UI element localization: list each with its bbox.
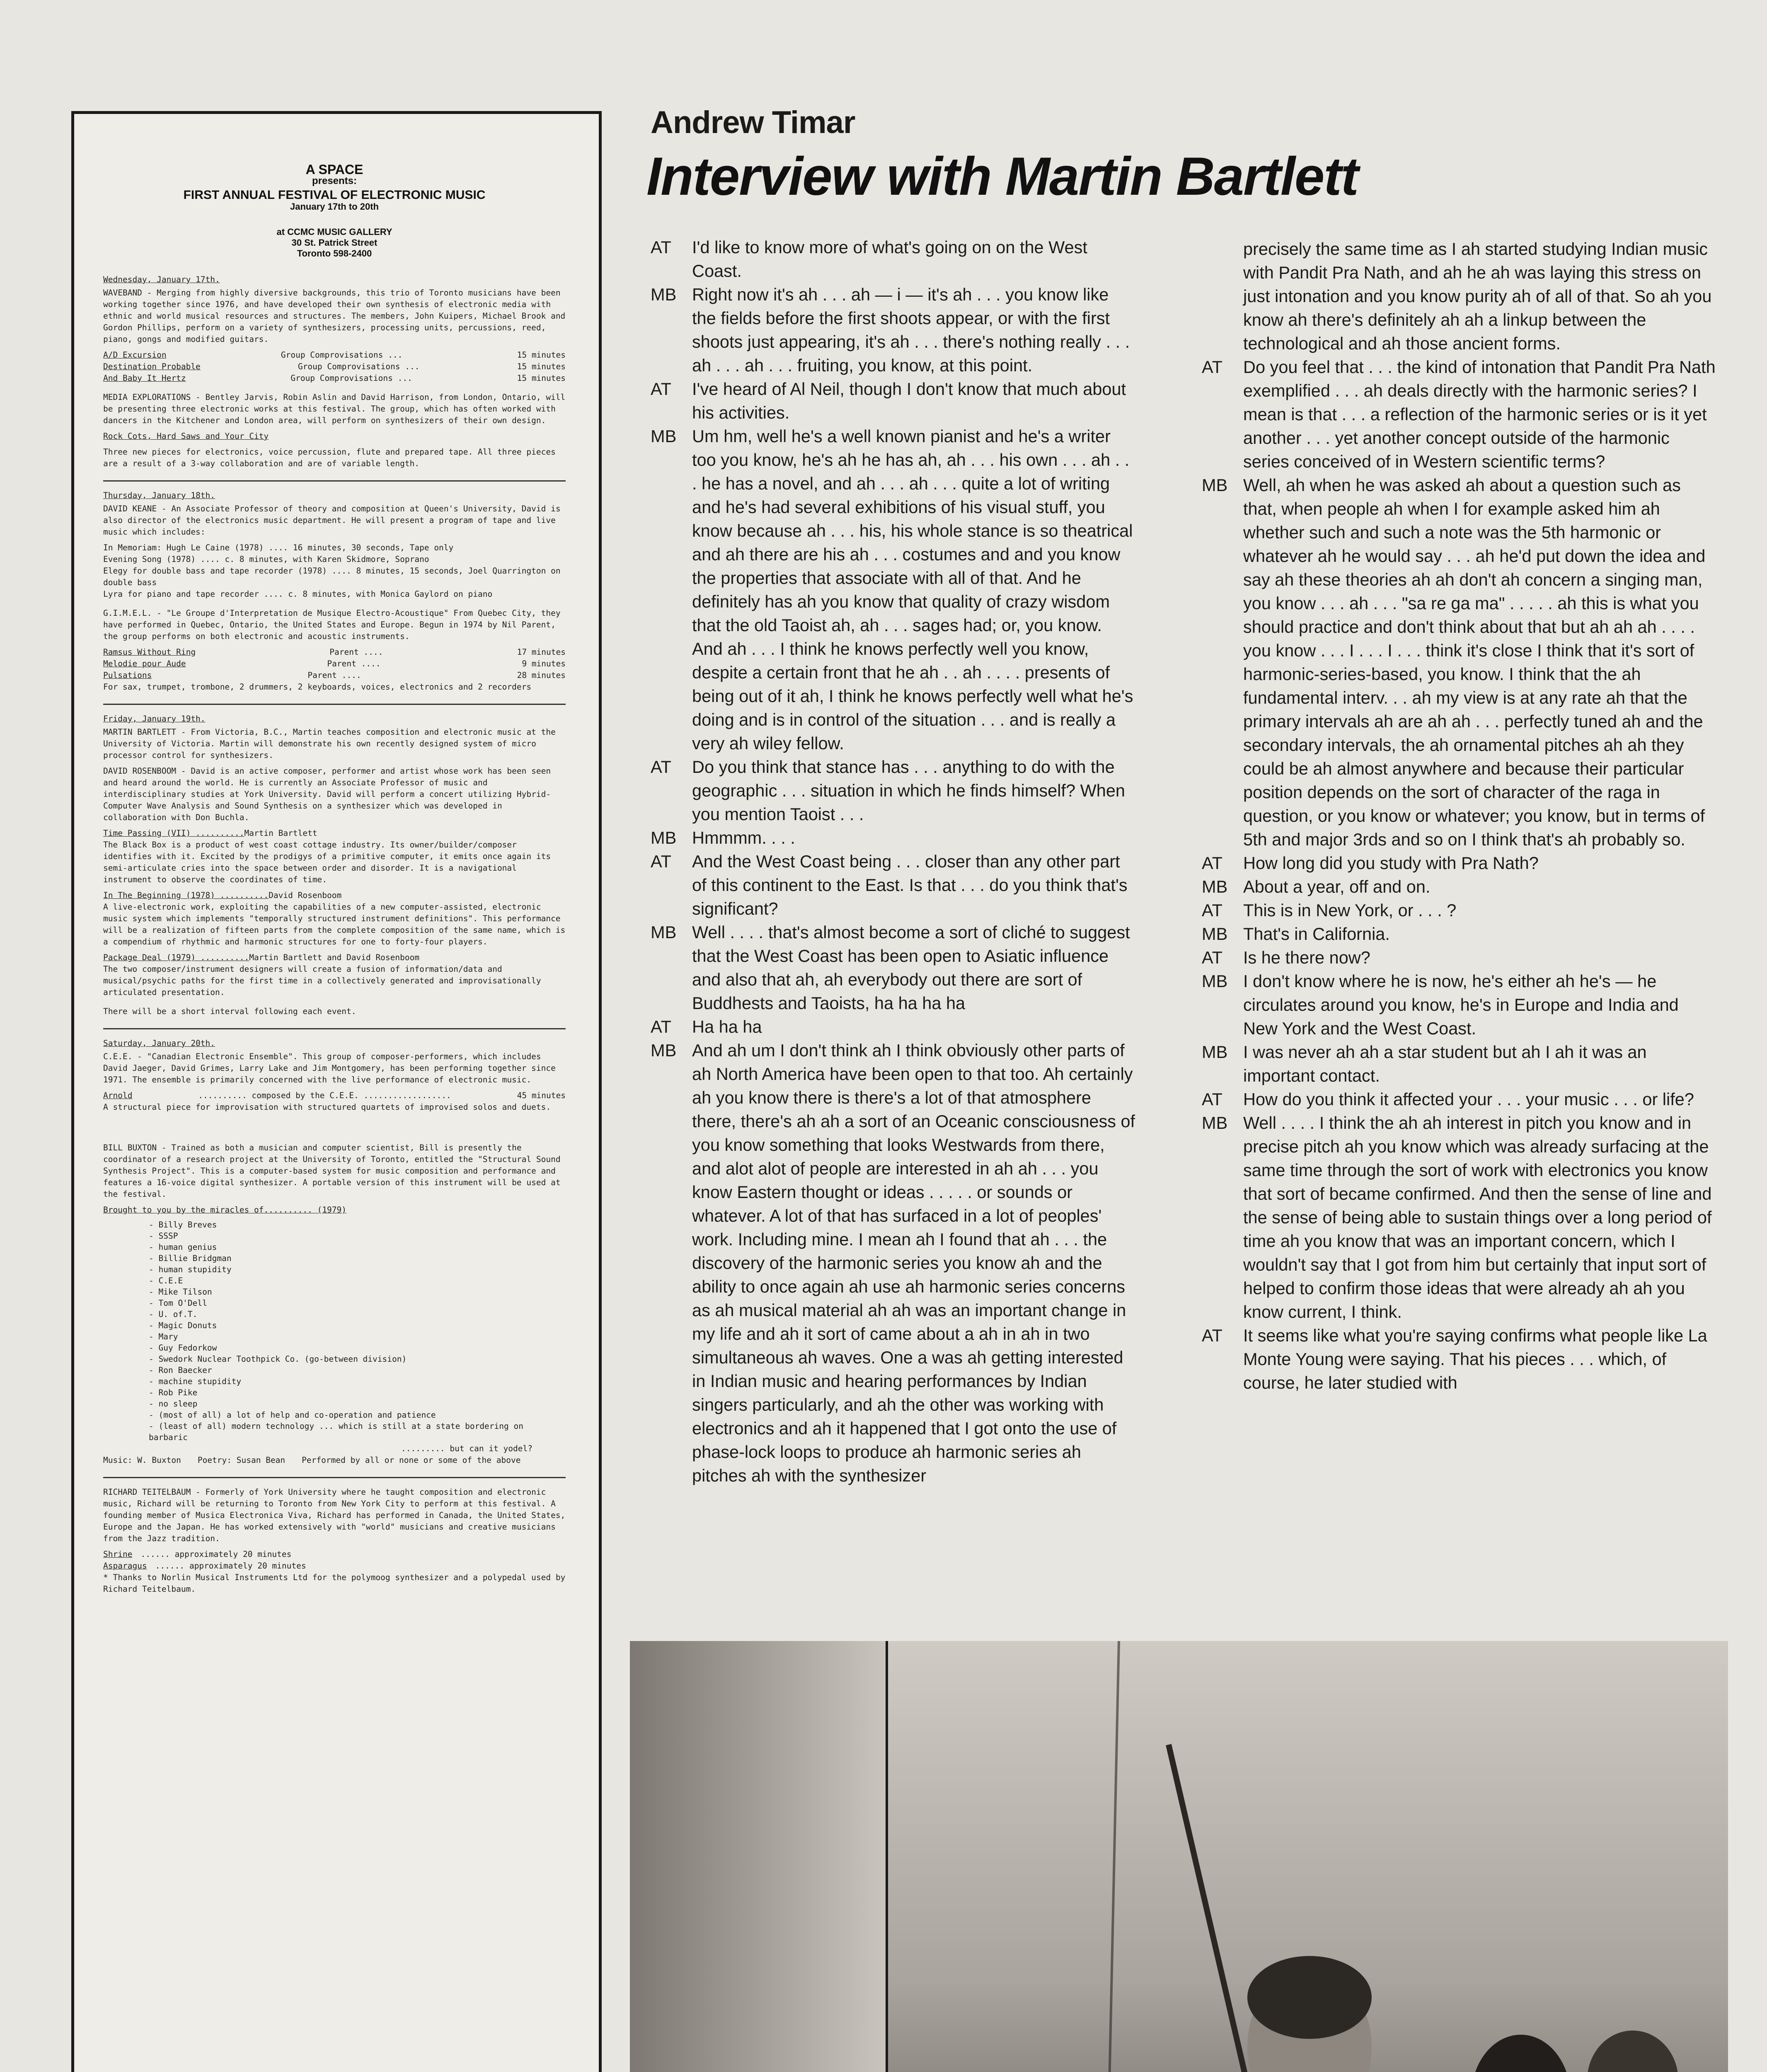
friday-section	[103, 713, 566, 1017]
speaker-initials: MB	[651, 426, 677, 446]
list-item: - Billy Breves	[149, 1220, 217, 1230]
speaker-initials: MB	[1202, 1113, 1228, 1133]
performer-bio: RICHARD TEITELBAUM - Formerly of York University where he taught composition and electronic music, Richard will be returning to Toronto from New York City to perform at this festival. A founding member of Musica Electronica Viva, Richard has performed in Canada, the United States, Europe and the Japan. He has worked extensively with "world" musicians and creative musicians from the Jazz tradition.	[103, 1487, 566, 1543]
program-item: Package Deal (1979) ..........Martin Bartlett and David Rosenboom	[103, 953, 420, 962]
performer-bio: G.I.M.E.L. - "Le Groupe d'Interpretation de Musique Electro-Acoustique" From Quebec City, they have performed in Quebec, Ontario, the United States and Europe. Begun in 1974 by Nil Parent, the group performs on both electronic and acoustic instruments.	[103, 608, 561, 641]
program-note: Three new pieces for electronics, voice percussion, flute and prepared tape. All three pieces are a result of a 3-way collaboration and are of variable length.	[103, 447, 556, 468]
program-item: Time Passing (VII) ..........Martin Bartlett	[103, 828, 317, 838]
dialogue-turn	[651, 235, 1135, 283]
program-item: Arnold .......... composed by the C.E.E. .................. 45 minutes	[103, 1091, 566, 1100]
list-item: - no sleep	[149, 1399, 198, 1409]
list-item: - Rob Pike	[149, 1388, 198, 1397]
poster-street: 30 St. Patrick Street	[291, 237, 378, 248]
section-date: Friday, January 19th.	[103, 714, 206, 724]
speaker-initials: AT	[651, 237, 671, 257]
speaker-initials: AT	[1202, 1326, 1222, 1345]
speaker-initials: MB	[1202, 924, 1228, 944]
dialogue-continuation: precisely the same time as I ah started studying Indian music with Pandit Pra Nath, and ah he ah was laying this stress on just intonation and you know purity ah of all of that. So ah you know ah there's definitely ah ah a linkup between the technological and ah those ancient forms.	[1243, 239, 1712, 353]
list-item: - Tom O'Dell	[149, 1298, 207, 1308]
dialogue-text: Well, ah when he was asked ah about a question such as that, when people ah when I for example asked him ah whether such and such a note was the 5th harmonic or whatever ah he would say . . . ah he'd put down the idea and say ah these theories ah ah don't ah concern a singing man, you know . . . ah . . . "sa re ga ma" . . . . . ah this is what you should practice and don't think about that but ah ah ah . . . . you know . . . I . . . I . . . think it's close I think that it's sort of harmonic-series-based, you know. I think that the ah fundamental interv. . . ah my view is at any rate ah that the primary intervals ah are ah ah . . . perfectly tuned ah and the secondary intervals, the ah ornamental pitches ah ah they could be ah almost anywhere and because their particular position depends on the sort of character of the raga in question, or you know or whatever; you know, but in terms of 5th and major 3rds and so on I think that's ah probably so.	[1243, 475, 1706, 849]
dialogue-text: Ha ha ha	[692, 1017, 762, 1036]
credits-heading: Brought to you by the miracles of.......... (1979)	[103, 1205, 346, 1215]
dialogue-turn	[651, 1038, 1135, 1487]
speaker-initials: AT	[1202, 948, 1222, 967]
dialogue-text: I was never ah ah a star student but ah I ah it was an important contact.	[1243, 1042, 1647, 1085]
program-note: The Black Box is a product of west coast cottage industry. Its owner/builder/composer identifies with it. Excited by the prodigys of a primitive computer, it emits once again its semi-articulate cries into the space between order and disorder. It is a navigational instrument to observe the coordinates of time.	[103, 840, 551, 884]
list-item: - Ron Baecker	[149, 1365, 212, 1375]
list-item: - machine stupidity	[149, 1377, 242, 1386]
dialogue-text: How do you think it affected your . . . your music . . . or life?	[1243, 1089, 1694, 1109]
dialogue-turn	[651, 424, 1135, 755]
program-item: In The Beginning (1978) ..........David Rosenboom	[103, 891, 342, 900]
dialogue-text: And ah um I don't think ah I think obviously other parts of ah North America have been open to that too. Ah certainly ah you know there is there's a lot of that atmosphere there, there's ah ah a sort of an Oceanic consciousness of you know something that looks Westwards from there, and alot alot of people are interested in ah ah . . . you know Eastern thought or ideas . . . . . or sounds or whatever. A lot of that has surfaced in a lot of peoples' work. Including mine. I mean ah I found that ah . . . the discovery of the harmonic series you know ah and the ability to once again ah use ah harmonic series concerns as ah musical material ah ah was an important change in my life and ah it sort of came about a ah in ah in two simultaneous ah waves. One a was ah getting interested in Indian music and hearing performances by Indian singers particularly, and ah the other was working with electronics and ah it happened that I got onto the use of phase-lock loops to produce ah harmonic series ah pitches ah with the synthesizer	[692, 1041, 1135, 1485]
performer-bio: BILL BUXTON - Trained as both a musician and computer scientist, Bill is presently the coordinator of a research project at the University of Toronto, entitled the "Structural Sound Synthesis Project". This is a computer-based system for music composition and performance and features a 16-voice digital synthesizer. A portable version of this instrument will be used at the festival.	[103, 1143, 561, 1199]
speaker-initials: MB	[651, 922, 677, 942]
poster-header	[103, 164, 566, 259]
speaker-initials: MB	[651, 1041, 677, 1060]
performer-bio: DAVID KEANE - An Associate Professor of theory and composition at Queen's University, David is also director of the electronics music department. He will present a program of tape and live music which includes:	[103, 504, 561, 537]
program-item: Evening Song (1978) .... c. 8 minutes, with Karen Skidmore, Soprano	[103, 554, 429, 564]
dialogue-turn	[1202, 355, 1716, 473]
list-item: - U. of.T.	[149, 1310, 198, 1319]
program-note: A structural piece for improvisation with structured quartets of improvised solos and duets.	[103, 1102, 551, 1112]
speaker-initials: MB	[1202, 475, 1228, 495]
program-item: Asparagus ...... approximately 20 minutes	[103, 1561, 306, 1571]
article-column-1	[651, 235, 1135, 1487]
program-item: And Baby It Hertz Group Comprovisations ... 15 minutes	[103, 373, 566, 383]
performer-bio: MARTIN BARTLETT - From Victoria, B.C., Martin teaches composition and electronic music at the University of Victoria. Martin will demonstrate his own recently designed system of micro processor control for synthesizers.	[103, 727, 556, 760]
dialogue-text: About a year, off and on.	[1243, 877, 1431, 896]
poster-venue: at CCMC MUSIC GALLERY	[276, 227, 392, 237]
thursday-section	[103, 490, 566, 693]
thanks-note: * Thanks to Norlin Musical Instruments Ltd for the polymoog synthesizer and a polypedal used by Richard Teitelbaum.	[103, 1573, 566, 1594]
speaker-initials: AT	[651, 379, 671, 399]
speaker-initials: MB	[651, 828, 677, 847]
program-item: Lyra for piano and tape recorder .... c. 8 minutes, with Monica Gaylord on piano	[103, 589, 493, 599]
program-note: A live-electronic work, exploiting the capabilities of a new computer-assisted, electronic music system which implements "temporally structured instrument definitions". This performance will be a realization of fifteen parts from the complete composition of the same name, which is a compendium of rhythmic and harmonic structures for one to forty-four players.	[103, 902, 566, 946]
list-item: - human genius	[149, 1242, 217, 1252]
dialogue-text: Do you think that stance has . . . anything to do with the geographic . . . situation in which he finds himself? When you mention Taoist . . .	[692, 757, 1125, 824]
poster-org: A SPACE	[305, 162, 363, 177]
dialogue-turn	[1202, 851, 1716, 875]
dialogue-text: I don't know where he is now, he's either ah he's — he circulates around you know, he's in Europe and India and New York and the West Coast.	[1243, 971, 1679, 1038]
program-item: Melodie pour Aude Parent .... 9 minutes	[103, 659, 566, 668]
section-date: Saturday, January 20th.	[103, 1038, 215, 1048]
list-item: - Magic Donuts	[149, 1321, 217, 1330]
dialogue-turn	[1202, 1087, 1716, 1111]
dialogue-turn	[1202, 1111, 1716, 1324]
speaker-initials: AT	[1202, 900, 1222, 920]
dialogue-turn	[1202, 473, 1716, 851]
dialogue-text: Is he there now?	[1243, 948, 1370, 967]
list-item: - Billie Bridgman	[149, 1254, 232, 1263]
program-item: Destination Probable Group Comprovisations ... 15 minutes	[103, 362, 566, 371]
poetry-credit: Poetry: Susan Bean	[197, 1455, 286, 1465]
list-item: - C.E.E	[149, 1276, 183, 1285]
poster-festival-title: FIRST ANNUAL FESTIVAL OF ELECTRONIC MUSIC	[183, 188, 486, 202]
divider	[103, 704, 566, 705]
dialogue-turn	[1202, 898, 1716, 922]
dialogue-text: That's in California.	[1243, 924, 1390, 944]
speaker-initials: AT	[651, 852, 671, 871]
dialogue-text: And the West Coast being . . . closer than any other part of this continent to the East. Is that . . . do you think that's significant?	[692, 852, 1128, 918]
program-title: Rock Cots, Hard Saws and Your City	[103, 431, 269, 441]
list-item: - human stupidity	[149, 1265, 232, 1274]
dialogue-turn	[651, 850, 1135, 920]
dialogue-turn	[651, 920, 1135, 1015]
dialogue-text: How long did you study with Pra Nath?	[1243, 853, 1539, 873]
dialogue-text: Do you feel that . . . the kind of intonation that Pandit Pra Nath exemplified . . . ah deals directly with the harmonic series? I mean is that . . . a reflection of the harmonic series or is it yet another . . . yet another concept outside of the harmonic series conceived of in Western scientific terms?	[1243, 357, 1716, 471]
festival-poster	[71, 111, 602, 2072]
speaker-initials: AT	[1202, 853, 1222, 873]
dialogue-turn	[1202, 1324, 1716, 1394]
program-item: Ramsus Without Ring Parent .... 17 minutes	[103, 647, 566, 657]
poster-city: Toronto 598-2400	[297, 248, 372, 259]
speaker-initials: MB	[651, 285, 677, 304]
concert-photo-illustration	[630, 1641, 1728, 2072]
dialogue-text: Um hm, well he's a well known pianist and he's a writer too you know, he's ah he has ah, ah . . . his own . . . ah . . . he has a novel, and ah . . . ah . . . quite a lot of writing and he's had several exhibitions of his visual stuff, you know because ah . . . his, his whole stance is so theatrical and ah there are his ah . . . costumes and and you know the properties that associate with all of that. And he definitely has ah you know that quality of crazy wisdom that the old Taoist ah, ah . . . sages had; or, you know. And ah . . . I think he knows perfectly well you know, despite a certain front that he ah . . ah . . . . presents of being out of it ah, I think he knows perfectly well what he's doing and is in control of the situation . . . and is really a very ah wiley fellow.	[692, 426, 1133, 753]
dialogue-turn	[651, 755, 1135, 826]
dialogue-text: It seems like what you're saying confirms what people like La Monte Young were saying. That his pieces . . . which, of course, he later studied with	[1243, 1326, 1707, 1392]
program-note: There will be a short interval following each event.	[103, 1007, 356, 1016]
credits-footer	[103, 1455, 566, 1466]
section-date: Thursday, January 18th.	[103, 491, 215, 500]
list-item: - SSSP	[149, 1231, 178, 1241]
speaker-initials: AT	[1202, 357, 1222, 377]
dialogue-text: Well . . . . that's almost become a sort of cliché to suggest that the West Coast has been open to Asiatic influence and also that ah, ah everybody out there are sort of Buddhests and Taoists, ha ha ha ha	[692, 922, 1130, 1013]
dialogue-turn	[651, 826, 1135, 850]
credits-list	[149, 1219, 566, 1443]
music-credit: Music: W. Buxton	[103, 1455, 181, 1465]
list-item: - Mary	[149, 1332, 178, 1341]
program-note: The two composer/instrument designers will create a fusion of information/data and musical/psychic paths for the first time in a collectively generated and improvisationally articulated presentation.	[103, 964, 541, 997]
program-item: A/D Excursion Group Comprovisations ... 15 minutes	[103, 350, 566, 360]
performer-bio: MEDIA EXPLORATIONS - Bentley Jarvis, Robin Aslin and David Harrison, from London, Ontario, will be presenting three electronic works at this festival. The group, which has often worked with dancers in the Kitchener and London area, will perform on synthesizers of their own design.	[103, 392, 566, 425]
program-item: Shrine ...... approximately 20 minutes	[103, 1549, 292, 1559]
program-item: Pulsations Parent .... 28 minutes	[103, 670, 566, 680]
divider	[103, 1028, 566, 1029]
dialogue-text: Well . . . . I think the ah ah interest in pitch you know and in precise pitch ah you know which was already surfacing at the same time through the sort of work with electronics you know that sort of became confirmed. And then the sense of line and the sense of being able to sustain things over a long period of time ah you know that was an important concern, which I wouldn't say that I got from him but certainly that input sort of helped to confirm those ideas that were already ah ah you know current, I think.	[1243, 1113, 1712, 1322]
dialogue-turn	[1202, 969, 1716, 1040]
list-item: - Guy Fedorkow	[149, 1343, 217, 1353]
speaker-initials: MB	[1202, 971, 1228, 991]
list-item: - Swedork Nuclear Toothpick Co. (go-between division)	[149, 1354, 407, 1364]
performer-bio: C.E.E. - "Canadian Electronic Ensemble". This group of composer-performers, which includes David Jaeger, David Grimes, Larry Lake and Jim Montgomery, has been performing together since 1971. The ensemble is primarily concerned with the live performance of electronic music.	[103, 1052, 556, 1084]
divider	[103, 480, 566, 482]
saturday-section	[103, 1038, 566, 1595]
list-item: - Mike Tilson	[149, 1287, 212, 1297]
dialogue-turn	[1202, 922, 1716, 946]
speaker-initials: MB	[1202, 877, 1228, 896]
dialogue-turn	[1202, 946, 1716, 969]
article-author: Andrew Timar	[651, 105, 855, 140]
dialogue-turn	[651, 1015, 1135, 1038]
concert-photo	[630, 1641, 1728, 2072]
wednesday-section	[103, 274, 566, 470]
credits-tagline: ......... but can it yodel?	[401, 1444, 533, 1453]
section-date: Wednesday, January 17th.	[103, 275, 220, 284]
performer-bio: DAVID ROSENBOOM - David is an active composer, performer and artist whose work has been seen and heard around the world. He is currently an Associate Professor of music and interdisciplinary studies at York University. David will perform a concert utilizing Hybrid-Computer Wave Analysis and Sound Synthesis on a synthesizer which was developed in collaboration with Don Buchla.	[103, 766, 551, 822]
dialogue-text: This is in New York, or . . . ?	[1243, 900, 1457, 920]
dialogue-text: Hmmmm. . . .	[692, 828, 795, 847]
article-column-2	[1202, 237, 1716, 1394]
program-item: In Memoriam: Hugh Le Caine (1978) .... 16 minutes, 30 seconds, Tape only	[103, 543, 454, 552]
dialogue-text: Right now it's ah . . . ah — i — it's ah . . . you know like the fields before the first shoots appear, or with the first shoots just appearing, it's ah . . . there's nothing really . . . ah . . . ah . . . fruiting, you know, at this point.	[692, 285, 1130, 375]
poster-dates: January 17th to 20th	[290, 201, 379, 212]
performer-bio: WAVEBAND - Merging from highly diversive backgrounds, this trio of Toronto musicians have been working together since 1976, and have developed their own synthesis of electronic media with ethnic and world musical resources and structures. The members, John Kuipers, Michael Brook and Gordon Phillips, perform on a variety of synthesizers, processing units, percussions, reed, piano, gongs and modified guitars.	[103, 288, 566, 344]
dialogue-turn	[1202, 875, 1716, 898]
poster-presents: presents:	[312, 175, 357, 186]
divider	[103, 1477, 566, 1478]
dialogue-text: I'd like to know more of what's going on on the West Coast.	[692, 237, 1087, 281]
program-note: For sax, trumpet, trombone, 2 drummers, 2 keyboards, voices, electronics and 2 recorders	[103, 682, 532, 692]
speaker-initials: AT	[651, 1017, 671, 1036]
speaker-initials: MB	[1202, 1042, 1228, 1062]
dialogue-turn	[651, 283, 1135, 377]
list-item: - (most of all) a lot of help and co-operation and patience	[149, 1410, 436, 1420]
program-item: Elegy for double bass and tape recorder (1978) .... 8 minutes, 15 seconds, Joel Quarrington on double bass	[103, 566, 561, 587]
dialogue-turn	[1202, 1040, 1716, 1087]
dialogue-turn	[651, 377, 1135, 424]
list-item: - (least of all) modern technology ... which is still at a state bordering on barbaric	[149, 1421, 523, 1442]
speaker-initials: AT	[1202, 1089, 1222, 1109]
speaker-initials: AT	[651, 757, 671, 777]
dialogue-text: I've heard of Al Neil, though I don't know that much about his activities.	[692, 379, 1126, 422]
article-title: Interview with Martin Bartlett	[646, 146, 1358, 206]
performer-credit: Performed by all or none or some of the above	[302, 1455, 521, 1465]
